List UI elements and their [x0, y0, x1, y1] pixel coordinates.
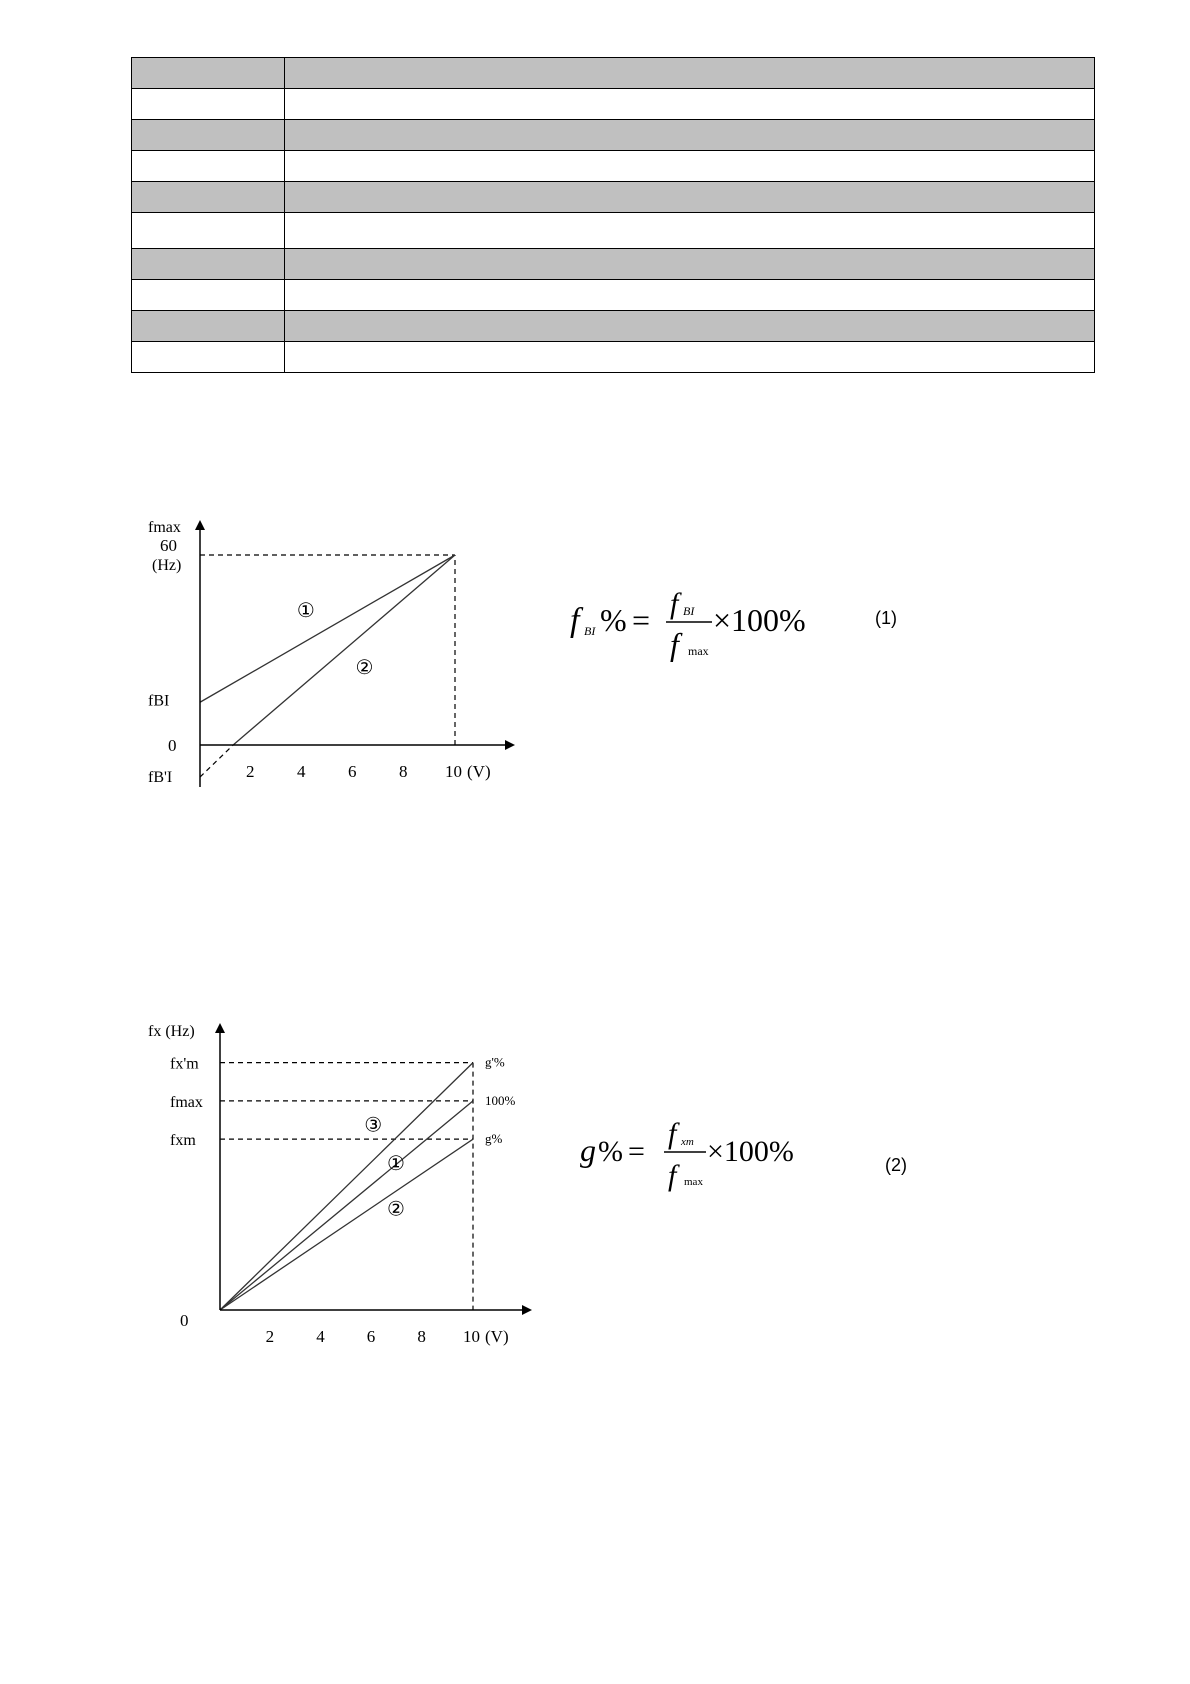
table-row — [132, 151, 1095, 182]
y-level-label: fmax — [170, 1093, 203, 1111]
formula1-lhs-var: f — [570, 602, 580, 639]
table-cell-label — [132, 311, 285, 342]
formula1-den-sub: max — [688, 644, 709, 658]
x-tick-label: 2 — [265, 1327, 275, 1346]
table-cell-value — [285, 182, 1095, 213]
formula1-den-var: f — [670, 626, 679, 662]
series-line — [220, 1139, 473, 1310]
x-tick-label: 6 — [348, 762, 357, 781]
formula2-num-sub: xm — [681, 1136, 694, 1148]
table-row — [132, 249, 1095, 280]
table-cell-value — [285, 213, 1095, 249]
table-cell-value — [285, 249, 1095, 280]
formula1-num-sub: BI — [683, 604, 695, 618]
table-cell-label — [132, 182, 285, 213]
formula1-lhs-sub: BI — [584, 624, 596, 638]
x-tick-label: 4 — [297, 762, 306, 781]
formula1-num-var: f — [670, 587, 679, 620]
formula2-den-sub: max — [684, 1176, 703, 1188]
x-unit-label: (V) — [467, 762, 491, 781]
formula-gain-percent-svg — [580, 1115, 840, 1195]
table-cell-value — [285, 151, 1095, 182]
table-row — [132, 213, 1095, 249]
y-level-right-label: 100% — [485, 1092, 516, 1108]
dashed-guide-line — [200, 745, 233, 777]
table-row — [132, 182, 1095, 213]
table-row — [132, 120, 1095, 151]
bias-frequency-chart — [130, 510, 520, 810]
formula2-num-var: f — [668, 1117, 677, 1150]
table-cell-label — [132, 249, 285, 280]
y-level-right-label: g'% — [485, 1054, 505, 1070]
formula1-equals: = — [632, 602, 651, 638]
table-cell-label — [132, 280, 285, 311]
table-cell-value — [285, 89, 1095, 120]
series-label: ① — [296, 599, 315, 622]
series-line — [220, 1101, 473, 1310]
equation-number-1: (1) — [875, 608, 897, 628]
y-level-label: fxm — [170, 1132, 196, 1150]
formula2-equals: = — [628, 1135, 645, 1168]
parameter-table — [131, 57, 1095, 373]
table-row — [132, 89, 1095, 120]
table-cell-label — [132, 213, 285, 249]
table-row — [132, 311, 1095, 342]
formula1-times: ×100% — [713, 602, 806, 638]
formula2-times: ×100% — [707, 1135, 794, 1168]
table-cell-value — [285, 311, 1095, 342]
formula-bias-percent-svg — [570, 585, 830, 665]
x-tick-label: 6 — [366, 1327, 376, 1346]
x-tick-label: 8 — [417, 1327, 426, 1346]
y-label-fmax-unit: (Hz) — [152, 557, 182, 574]
formula-bias-percent — [570, 585, 830, 665]
table-cell-label — [132, 89, 285, 120]
table-cell-label — [132, 342, 285, 373]
table-row — [132, 58, 1095, 89]
table-cell-value — [285, 120, 1095, 151]
series-line — [233, 555, 455, 745]
table-cell-label — [132, 120, 285, 151]
y-label-fbi-neg: fB'I — [148, 769, 173, 786]
x-tick-label: 8 — [399, 762, 408, 781]
y-level-label: fx'm — [170, 1055, 199, 1073]
series-label: ② — [355, 656, 374, 679]
y-label-fmax-value: 60 — [160, 536, 177, 555]
table-cell-value — [285, 342, 1095, 373]
series-label: ③ — [364, 1114, 383, 1137]
y-label-fmax: fmax — [148, 519, 181, 536]
x-tick-label: 10 — [445, 762, 462, 781]
series-label: ① — [386, 1152, 405, 1175]
formula1-percent: % — [600, 602, 627, 638]
x-tick-label: 10 — [463, 1327, 480, 1346]
series-line — [220, 1063, 473, 1310]
table-cell-value — [285, 280, 1095, 311]
y-axis-label: fx (Hz) — [148, 1023, 195, 1040]
y-level-right-label: g% — [485, 1131, 503, 1147]
table-cell-label — [132, 151, 285, 182]
formula2-lhs-var: g — [580, 1132, 596, 1168]
series-label: ② — [386, 1198, 405, 1221]
table-cell-value — [285, 58, 1095, 89]
series-line — [200, 555, 455, 702]
table-row — [132, 280, 1095, 311]
x-tick-label: 4 — [316, 1327, 325, 1346]
origin-label: 0 — [168, 736, 177, 755]
equation-number-2: (2) — [885, 1155, 907, 1175]
x-unit-label: (V) — [485, 1327, 509, 1346]
x-tick-label: 2 — [246, 762, 255, 781]
formula-gain-percent — [580, 1115, 840, 1195]
formula2-percent: % — [598, 1135, 623, 1168]
frequency-gain-chart — [130, 1010, 530, 1370]
formula2-den-var: f — [668, 1159, 677, 1192]
y-label-fbi: fBI — [148, 692, 170, 710]
table-cell-label — [132, 58, 285, 89]
origin-label: 0 — [180, 1311, 189, 1330]
table-row — [132, 342, 1095, 373]
